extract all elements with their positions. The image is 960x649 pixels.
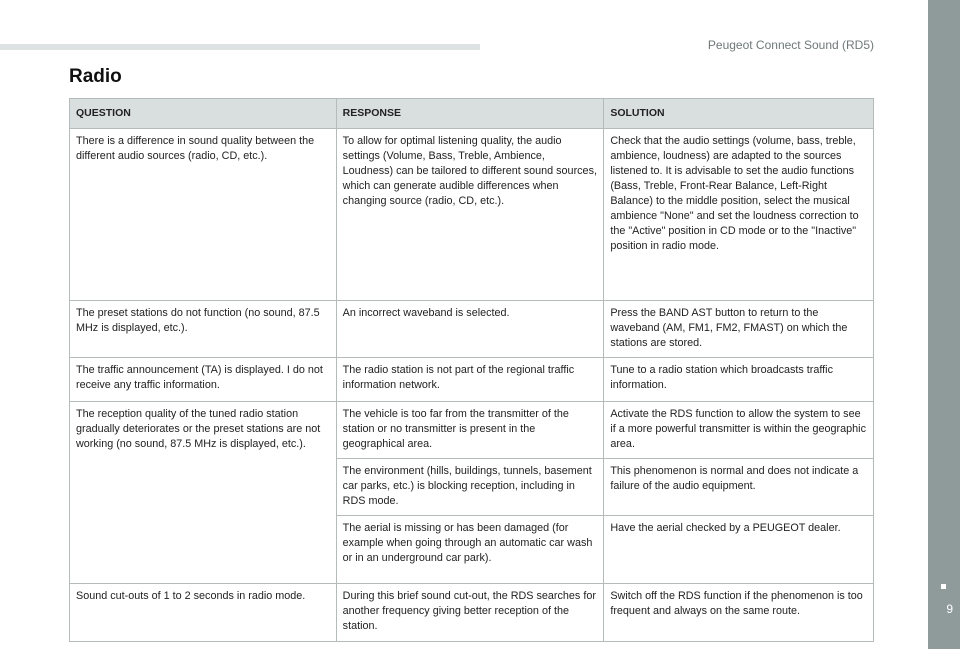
question-cell: The traffic announcement (TA) is displayed. I do not receive any traffic information. xyxy=(70,358,337,402)
table-header-row xyxy=(70,99,874,129)
page-number: 9 xyxy=(946,602,953,616)
response-cell: To allow for optimal listening quality, the audio settings (Volume, Bass, Treble, Ambience, Loudness) can be tailored to different sound sources, which can generate audible differences when changing source (radio, CD, etc.). xyxy=(336,129,604,301)
continue-mark xyxy=(941,584,946,589)
response-cell: The vehicle is too far from the transmitter of the station or no transmitter is present in the geographical area. xyxy=(336,402,604,459)
column-header-response: RESPONSE xyxy=(336,99,604,129)
column-header-question: QUESTION xyxy=(70,99,337,129)
solution-cell: Have the aerial checked by a PEUGEOT dealer. xyxy=(604,516,874,584)
response-cell: The radio station is not part of the regional traffic information network. xyxy=(336,358,604,402)
page-side-band xyxy=(928,0,960,649)
table-row xyxy=(70,358,874,402)
question-cell: The preset stations do not function (no sound, 87.5 MHz is displayed, etc.). xyxy=(70,301,337,358)
faq-table xyxy=(69,98,874,642)
response-cell: The aerial is missing or has been damaged (for example when going through an automatic car wash or in an underground car park). xyxy=(336,516,604,584)
solution-cell: Switch off the RDS function if the phenomenon is too frequent and always on the same route. xyxy=(604,584,874,642)
response-cell: An incorrect waveband is selected. xyxy=(336,301,604,358)
header-rule xyxy=(0,44,480,50)
table-row xyxy=(70,584,874,642)
table-row xyxy=(70,129,874,301)
table-row xyxy=(70,301,874,358)
solution-cell: This phenomenon is normal and does not indicate a failure of the audio equipment. xyxy=(604,459,874,516)
question-cell: Sound cut-outs of 1 to 2 seconds in radio mode. xyxy=(70,584,337,642)
column-header-solution: SOLUTION xyxy=(604,99,874,129)
solution-cell: Activate the RDS function to allow the system to see if a more powerful transmitter is within the geographic area. xyxy=(604,402,874,459)
solution-cell: Tune to a radio station which broadcasts traffic information. xyxy=(604,358,874,402)
solution-cell: Check that the audio settings (volume, bass, treble, ambience, loudness) are adapted to the sources listened to. It is advisable to set the audio functions (Bass, Treble, Front-Rear Balance, Left-Right Balance) to the middle position, select the musical ambience "None" and set the loudness correction to the "Active" position in CD mode or to the "Inactive" position in radio mode. xyxy=(604,129,874,301)
question-cell: There is a difference in sound quality between the different audio sources (radio, CD, etc.). xyxy=(70,129,337,301)
question-cell: The reception quality of the tuned radio station gradually deteriorates or the preset stations are not working (no sound, 87.5 MHz is displayed, etc.). xyxy=(70,402,337,584)
manual-title: Peugeot Connect Sound (RD5) xyxy=(707,38,874,52)
response-cell: The environment (hills, buildings, tunnels, basement car parks, etc.) is blocking reception, including in RDS mode. xyxy=(336,459,604,516)
section-title: Radio xyxy=(69,66,122,87)
response-cell: During this brief sound cut-out, the RDS searches for another frequency giving better reception of the station. xyxy=(336,584,604,642)
solution-cell: Press the BAND AST button to return to the waveband (AM, FM1, FM2, FMAST) on which the stations are stored. xyxy=(604,301,874,358)
table-row xyxy=(70,402,874,459)
